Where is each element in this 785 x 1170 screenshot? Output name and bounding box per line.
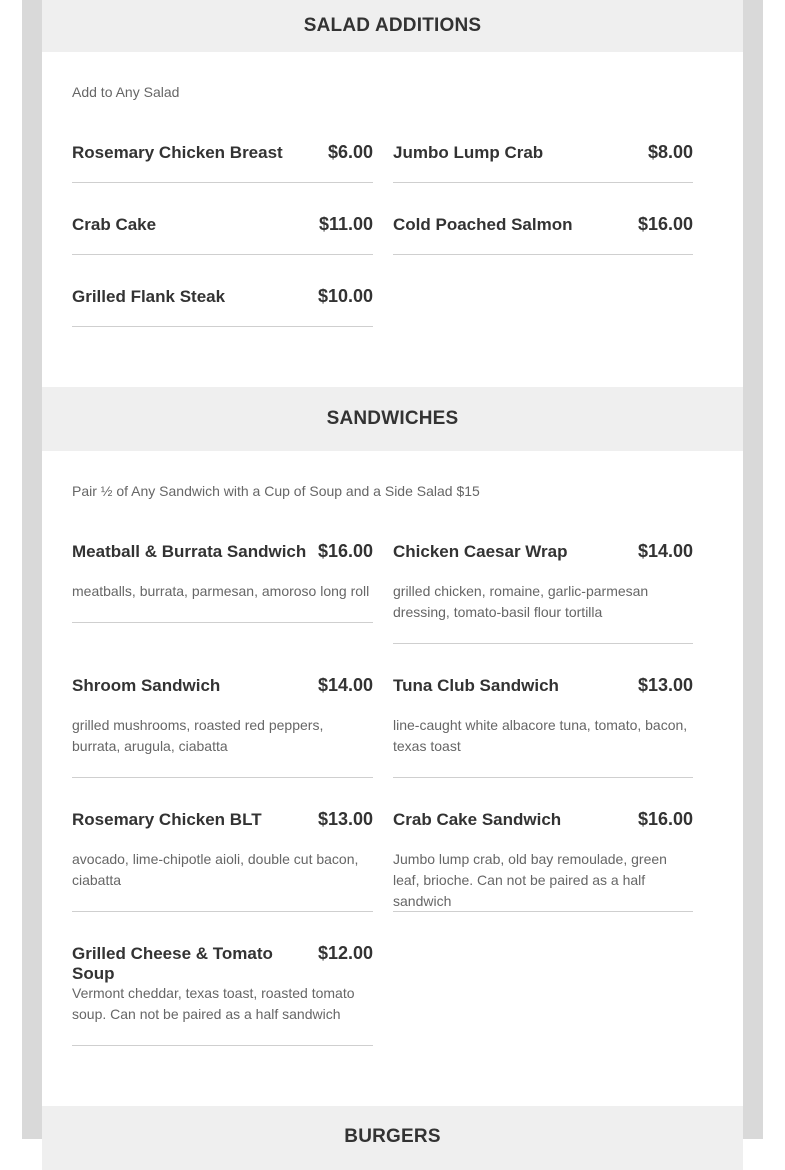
menu-item[interactable] <box>393 142 693 183</box>
item-description: line-caught white albacore tuna, tomato, bacon, texas toast <box>393 717 688 754</box>
item-description: grilled mushrooms, roasted red peppers, burrata, arugula, ciabatta <box>72 717 324 754</box>
menu-item[interactable] <box>72 142 373 183</box>
section-header-burgers <box>42 1106 743 1170</box>
item-name: Cold Poached Salmon <box>393 215 573 234</box>
item-name: Jumbo Lump Crab <box>393 143 544 162</box>
menu-item[interactable] <box>393 541 693 644</box>
item-price: $6.00 <box>327 142 373 162</box>
item-price: $13.00 <box>637 675 693 695</box>
section-note: Pair ½ of Any Sandwich with a Cup of Soup and a Side Salad $15 <box>72 483 480 499</box>
item-description: Vermont cheddar, texas toast, roasted tomato soup. Can not be paired as a half sandwich <box>72 985 355 1022</box>
menu-item[interactable] <box>72 214 373 255</box>
menu-item[interactable] <box>72 809 373 912</box>
item-description: Jumbo lump crab, old bay remoulade, green leaf, brioche. Can not be paired as a half sandwich <box>393 851 667 909</box>
section-header-sandwiches <box>42 387 743 451</box>
menu-item[interactable] <box>72 541 373 623</box>
item-name: Crab Cake Sandwich <box>393 810 562 829</box>
section-title: SALAD ADDITIONS <box>303 15 482 36</box>
item-price: $16.00 <box>317 541 373 561</box>
menu-item[interactable] <box>72 286 373 327</box>
item-price: $16.00 <box>637 214 693 234</box>
item-price: $11.00 <box>318 214 373 234</box>
item-description: meatballs, burrata, parmesan, amoroso long roll <box>72 583 370 599</box>
item-description: avocado, lime-chipotle aioli, double cut bacon, ciabatta <box>72 851 359 888</box>
item-name: Meatball & Burrata Sandwich <box>72 542 307 561</box>
section-note: Add to Any Salad <box>72 84 180 100</box>
item-price: $10.00 <box>317 286 373 306</box>
section-title: SANDWICHES <box>326 408 459 429</box>
section-title: BURGERS <box>344 1126 441 1147</box>
item-price: $8.00 <box>647 142 693 162</box>
item-price: $16.00 <box>637 809 693 829</box>
item-price: $14.00 <box>637 541 693 561</box>
item-name: Grilled Flank Steak <box>72 287 226 306</box>
item-price: $13.00 <box>317 809 373 829</box>
menu-item[interactable] <box>393 809 693 912</box>
item-name: Shroom Sandwich <box>72 676 221 695</box>
menu-item[interactable] <box>72 943 373 1046</box>
item-description: grilled chicken, romaine, garlic-parmesan dressing, tomato-basil flour tortilla <box>393 583 649 620</box>
menu-item[interactable] <box>72 675 373 778</box>
item-name: Chicken Caesar Wrap <box>393 542 568 561</box>
item-name: Crab Cake <box>72 215 157 234</box>
menu-item[interactable] <box>393 675 693 778</box>
item-price: $12.00 <box>317 943 373 963</box>
item-name: Rosemary Chicken BLT <box>72 810 262 829</box>
section-header-salad-additions <box>42 0 743 52</box>
item-name: Rosemary Chicken Breast <box>72 143 283 162</box>
menu-item[interactable] <box>393 214 693 255</box>
item-price: $14.00 <box>317 675 373 695</box>
item-name: Tuna Club Sandwich <box>393 676 559 695</box>
item-name: Grilled Cheese & Tomato Soup <box>72 944 273 983</box>
